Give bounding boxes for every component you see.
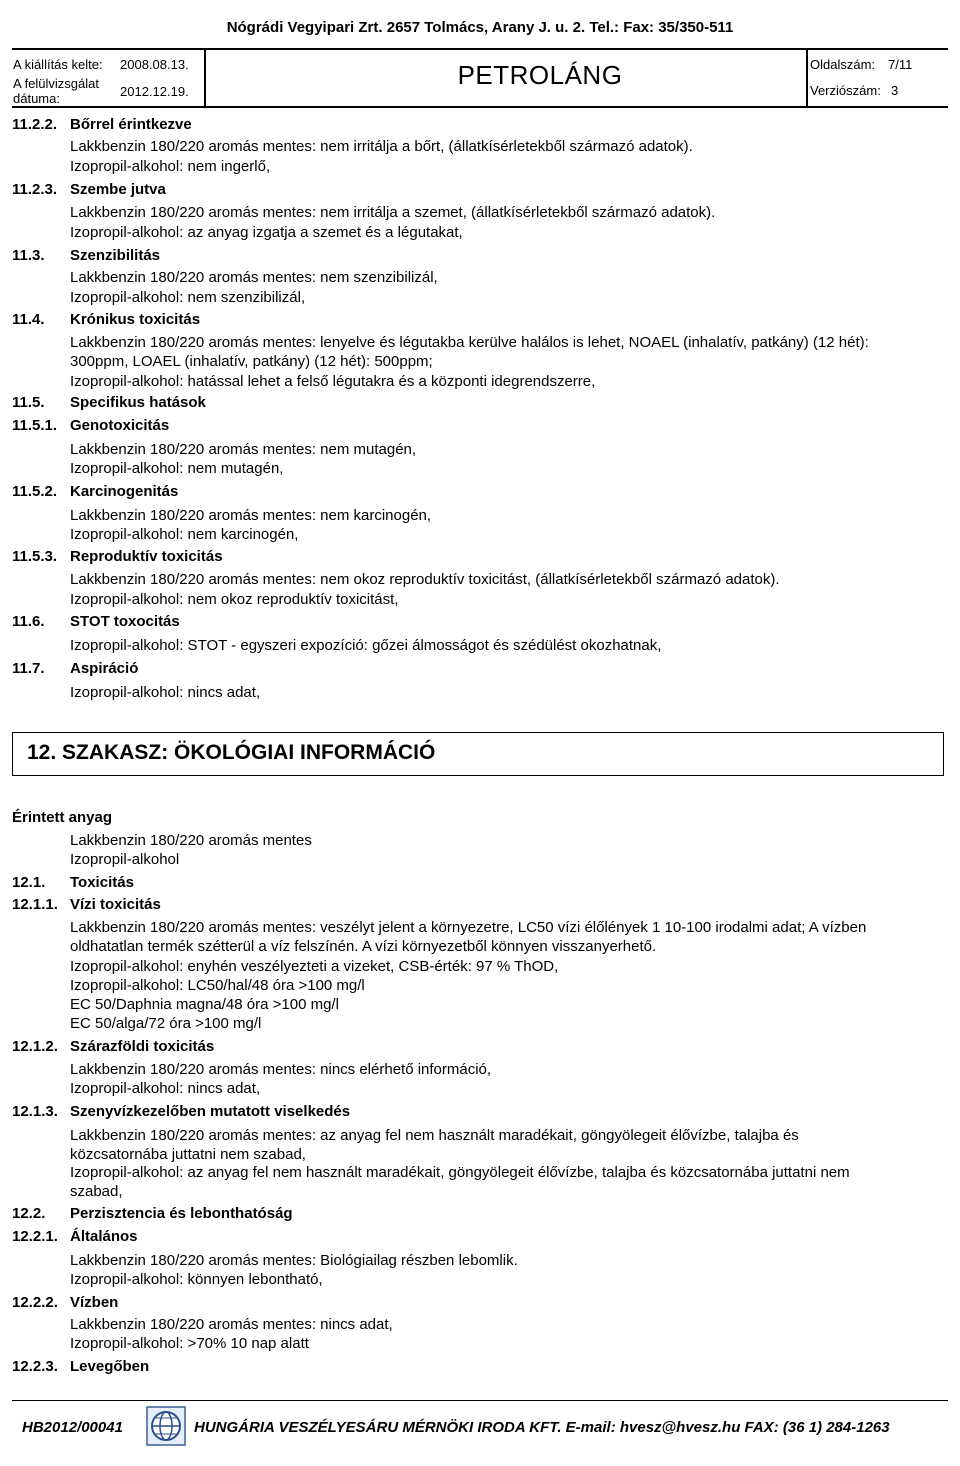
header-divider-right xyxy=(806,48,808,106)
heading-specific-effects: Specifikus hatások xyxy=(70,394,206,411)
version-value: 3 xyxy=(891,83,899,98)
heading-persistence: Perzisztencia és lebonthatóság xyxy=(70,1205,293,1222)
heading-number: 11.5.1. xyxy=(12,417,58,434)
heading-affected-substance: Érintett anyag xyxy=(12,809,113,826)
heading-sewage-behavior: Szenyvízkezelőben mutatott viselkedés xyxy=(70,1103,351,1120)
text-line: Lakkbenzin 180/220 aromás mentes: nem irritálja a szemet, (állatkísérletekből származó adatok). xyxy=(70,204,716,221)
heading-number: 11.4. xyxy=(12,311,45,328)
heading-number: 11.7. xyxy=(12,660,45,677)
heading-aquatic-toxicity: Vízi toxicitás xyxy=(70,896,161,913)
heading-eye-contact: Szembe jutva xyxy=(70,181,166,198)
footer-rule xyxy=(12,1400,948,1401)
heading-reproductive-toxicity: Reproduktív toxicitás xyxy=(70,548,223,565)
text-line: Izopropil-alkohol: nem ingerlő, xyxy=(70,158,271,175)
text-line: Izopropil-alkohol xyxy=(70,851,180,868)
text-line: Lakkbenzin 180/220 aromás mentes: lenyelve és légutakba kerülve halálos is lehet, NOAEL (inhalatív, patkány) (12 hét): xyxy=(70,334,869,351)
text-line: Lakkbenzin 180/220 aromás mentes: az anyag fel nem használt maradékait, göngyölegeit élővízbe, talajba és xyxy=(70,1127,799,1144)
revision-date-label-2: dátuma: xyxy=(13,91,60,106)
text-line: EC 50/Daphnia magna/48 óra >100 mg/l xyxy=(70,996,339,1013)
heading-number: 11.5. xyxy=(12,394,45,411)
revision-date-value: 2012.12.19. xyxy=(120,84,189,99)
text-line: Izopropil-alkohol: nem mutagén, xyxy=(70,460,284,477)
text-line: Lakkbenzin 180/220 aromás mentes: nem mutagén, xyxy=(70,441,417,458)
header-divider-left xyxy=(204,48,206,106)
heading-number: 12.1.2. xyxy=(12,1038,58,1055)
version-label: Verziószám: xyxy=(810,83,881,98)
heading-number: 12.1. xyxy=(12,874,46,891)
text-line: Izopropil-alkohol: nem szenzibilizál, xyxy=(70,289,306,306)
section-12-header xyxy=(12,732,944,776)
text-line: Izopropil-alkohol: az anyag fel nem használt maradékait, göngyölegeit élővízbe, talajba és közcsatornába juttatni nem xyxy=(70,1164,850,1181)
section-12-title: 12. SZAKASZ: ÖKOLÓGIAI INFORMÁCIÓ xyxy=(27,741,436,764)
page-number-value: 7/11 xyxy=(888,57,913,72)
text-line: Lakkbenzin 180/220 aromás mentes: veszélyt jelent a környezetre, LC50 vízi élőlények 1 10-100 irodalmi adat; A vízben xyxy=(70,919,867,936)
text-line: Lakkbenzin 180/220 aromás mentes: nincs adat, xyxy=(70,1316,393,1333)
heading-sensitization: Szenzibilitás xyxy=(70,247,161,264)
text-line: oldhatatlan termék szétterül a víz felszínén. A vízi környezetből könnyen visszanyerhető. xyxy=(70,938,657,955)
issue-date-label: A kiállítás kelte: xyxy=(13,57,103,72)
heading-skin-contact: Bőrrel érintkezve xyxy=(70,116,192,133)
text-line: szabad, xyxy=(70,1183,123,1200)
text-line: Lakkbenzin 180/220 aromás mentes: nem szenzibilizál, xyxy=(70,269,438,286)
text-line: közcsatornába juttatni nem szabad, xyxy=(70,1146,306,1163)
company-info: Nógrádi Vegyipari Zrt. 2657 Tolmács, Arany J. u. 2. Tel.: Fax: 35/350-511 xyxy=(226,19,734,36)
text-line: Izopropil-alkohol: >70% 10 nap alatt xyxy=(70,1335,309,1352)
heading-number: 12.2. xyxy=(12,1205,46,1222)
product-name: PETROLÁNG xyxy=(457,60,623,90)
heading-carcinogenicity: Karcinogenitás xyxy=(70,483,179,500)
text-line: Izopropil-alkohol: nem karcinogén, xyxy=(70,526,299,543)
text-line: Lakkbenzin 180/220 aromás mentes: Biológiailag részben lebomlik. xyxy=(70,1252,518,1269)
document-footer xyxy=(12,1404,948,1452)
document-header xyxy=(0,0,960,112)
text-line: Izopropil-alkohol: nincs adat, xyxy=(70,684,261,701)
text-line: Izopropil-alkohol: nem okoz reproduktív toxicitást, xyxy=(70,591,399,608)
heading-number: 12.1.1. xyxy=(12,896,58,913)
footer-company-info: HUNGÁRIA VESZÉLYESÁRU MÉRNÖKI IRODA KFT. E-mail: hvesz@hvesz.hu FAX: (36 1) 284-1263 xyxy=(194,1419,890,1436)
text-line: Izopropil-alkohol: enyhén veszélyezteti a vizeket, CSB-érték: 97 % ThOD, xyxy=(70,958,559,975)
heading-number: 11.5.2. xyxy=(12,483,58,500)
text-line: Izopropil-alkohol: LC50/hal/48 óra >100 mg/l xyxy=(70,977,365,994)
heading-toxicity: Toxicitás xyxy=(70,874,134,891)
text-line: EC 50/alga/72 óra >100 mg/l xyxy=(70,1015,262,1032)
heading-terrestrial-toxicity: Szárazföldi toxicitás xyxy=(70,1038,215,1055)
heading-number: 12.2.1. xyxy=(12,1228,58,1245)
text-line: Izopropil-alkohol: könnyen lebontható, xyxy=(70,1271,323,1288)
heading-stot: STOT toxocitás xyxy=(70,613,180,630)
text-line: 300ppm, LOAEL (inhalatív, patkány) (12 hét): 500ppm; xyxy=(70,353,433,370)
revision-date-label-1: A felülvizsgálat xyxy=(13,76,99,91)
text-line: Lakkbenzin 180/220 aromás mentes: nem okoz reproduktív toxicitást, (állatkísérletekből származó adatok). xyxy=(70,571,780,588)
text-line: Lakkbenzin 180/220 aromás mentes: nem irritálja a bőrt, (állatkísérletekből származó adatok). xyxy=(70,138,693,155)
heading-in-air: Levegőben xyxy=(70,1358,150,1375)
text-line: Izopropil-alkohol: hatással lehet a felső légutakra és a központi idegrendszerre, xyxy=(70,373,596,390)
heading-number: 11.2.3. xyxy=(12,181,58,198)
text-line: Lakkbenzin 180/220 aromás mentes: nem karcinogén, xyxy=(70,507,432,524)
heading-number: 12.2.3. xyxy=(12,1358,58,1375)
text-line: Lakkbenzin 180/220 aromás mentes xyxy=(70,832,312,849)
heading-genotoxicity: Genotoxicitás xyxy=(70,417,170,434)
heading-number: 12.1.3. xyxy=(12,1103,58,1120)
heading-number: 11.3. xyxy=(12,247,45,264)
heading-number: 12.2.2. xyxy=(12,1294,58,1311)
text-line: Izopropil-alkohol: nincs adat, xyxy=(70,1080,261,1097)
header-rule-bottom xyxy=(12,106,948,108)
text-line: Lakkbenzin 180/220 aromás mentes: nincs elérhető információ, xyxy=(70,1061,492,1078)
heading-general: Általános xyxy=(70,1228,138,1245)
issue-date-value: 2008.08.13. xyxy=(120,57,189,72)
page-number-label: Oldalszám: xyxy=(810,57,876,72)
heading-number: 11.2.2. xyxy=(12,116,58,133)
heading-number: 11.6. xyxy=(12,613,45,630)
text-line: Izopropil-alkohol: STOT - egyszeri expozíció: gőzei álmosságot és szédülést okozhatnak, xyxy=(70,637,662,654)
heading-aspiration: Aspiráció xyxy=(70,660,139,677)
heading-number: 11.5.3. xyxy=(12,548,58,565)
globe-logo-icon xyxy=(146,1406,186,1446)
heading-in-water: Vízben xyxy=(70,1294,119,1311)
heading-chronic-toxicity: Krónikus toxicitás xyxy=(70,311,201,328)
footer-document-code: HB2012/00041 xyxy=(22,1419,123,1436)
text-line: Izopropil-alkohol: az anyag izgatja a szemet és a légutakat, xyxy=(70,224,463,241)
